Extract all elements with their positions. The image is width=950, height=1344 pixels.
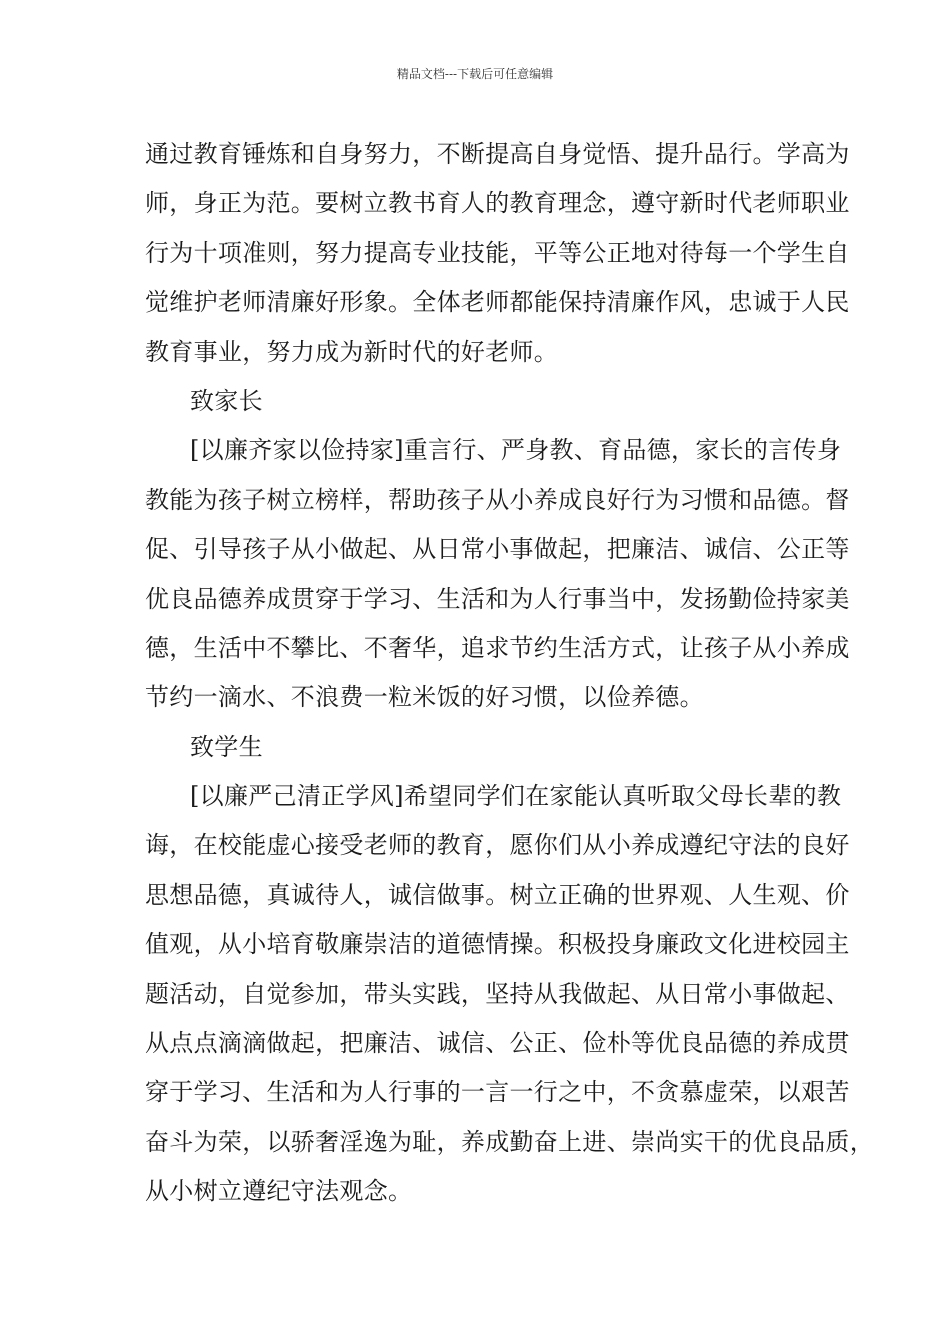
paragraph-line: 值观，从小培育敬廉崇洁的道德情操。积极投身廉政文化进校园主 (145, 930, 850, 959)
paragraph-line: [以廉严己清正学风]希望同学们在家能认真听取父母长辈的教 (190, 782, 842, 811)
paragraph-line: 德，生活中不攀比、不奢华，追求节约生活方式，让孩子从小养成 (145, 633, 850, 662)
paragraph-line: 从小树立遵纪守法观念。 (145, 1177, 413, 1206)
paragraph-line: 思想品德，真诚待人，诚信做事。树立正确的世界观、人生观、价 (145, 880, 850, 909)
paragraph-line: 觉维护老师清廉好形象。全体老师都能保持清廉作风，忠诚于人民 (145, 288, 850, 317)
paragraph-line: 节约一滴水、不浪费一粒米饭的好习惯，以俭养德。 (145, 683, 704, 712)
paragraph-line: 从点点滴滴做起，把廉洁、诚信、公正、俭朴等优良品德的养成贯 (145, 1029, 850, 1058)
paragraph-line: 行为十项准则，努力提高专业技能，平等公正地对待每一个学生自 (145, 238, 850, 267)
paragraph-line: 诲，在校能虚心接受老师的教育，愿你们从小养成遵纪守法的良好 (145, 831, 850, 860)
document-body (145, 130, 874, 1217)
paragraph-line: 教能为孩子树立榜样，帮助孩子从小养成良好行为习惯和品德。督 (145, 485, 850, 514)
paragraph-line: [以廉齐家以俭持家]重言行、严身教、育品德，家长的言传身 (190, 436, 842, 465)
paragraph-line: 师，身正为范。要树立教书育人的教育理念，遵守新时代老师职业 (145, 189, 850, 218)
paragraph-line: 奋斗为荣，以骄奢淫逸为耻，养成勤奋上进、崇尚实干的优良品质， (145, 1127, 874, 1156)
page-header: 精品文档---下载后可任意编辑 (396, 67, 554, 81)
paragraph-line: 教育事业，努力成为新时代的好老师。 (145, 337, 559, 366)
paragraph-line: 通过教育锤炼和自身努力，不断提高自身觉悟、提升品行。学高为 (145, 140, 850, 168)
section-heading-students: 致学生 (190, 732, 263, 761)
section-heading-parents: 致家长 (190, 386, 263, 415)
paragraph-line: 题活动，自觉参加，带头实践，坚持从我做起、从日常小事做起、 (145, 979, 850, 1008)
paragraph-line: 促、引导孩子从小做起、从日常小事做起，把廉洁、诚信、公正等 (145, 535, 850, 564)
paragraph-line: 穿于学习、生活和为人行事的一言一行之中，不贪慕虚荣，以艰苦 (145, 1078, 850, 1107)
paragraph-line: 优良品德养成贯穿于学习、生活和为人行事当中，发扬勤俭持家美 (145, 584, 850, 613)
